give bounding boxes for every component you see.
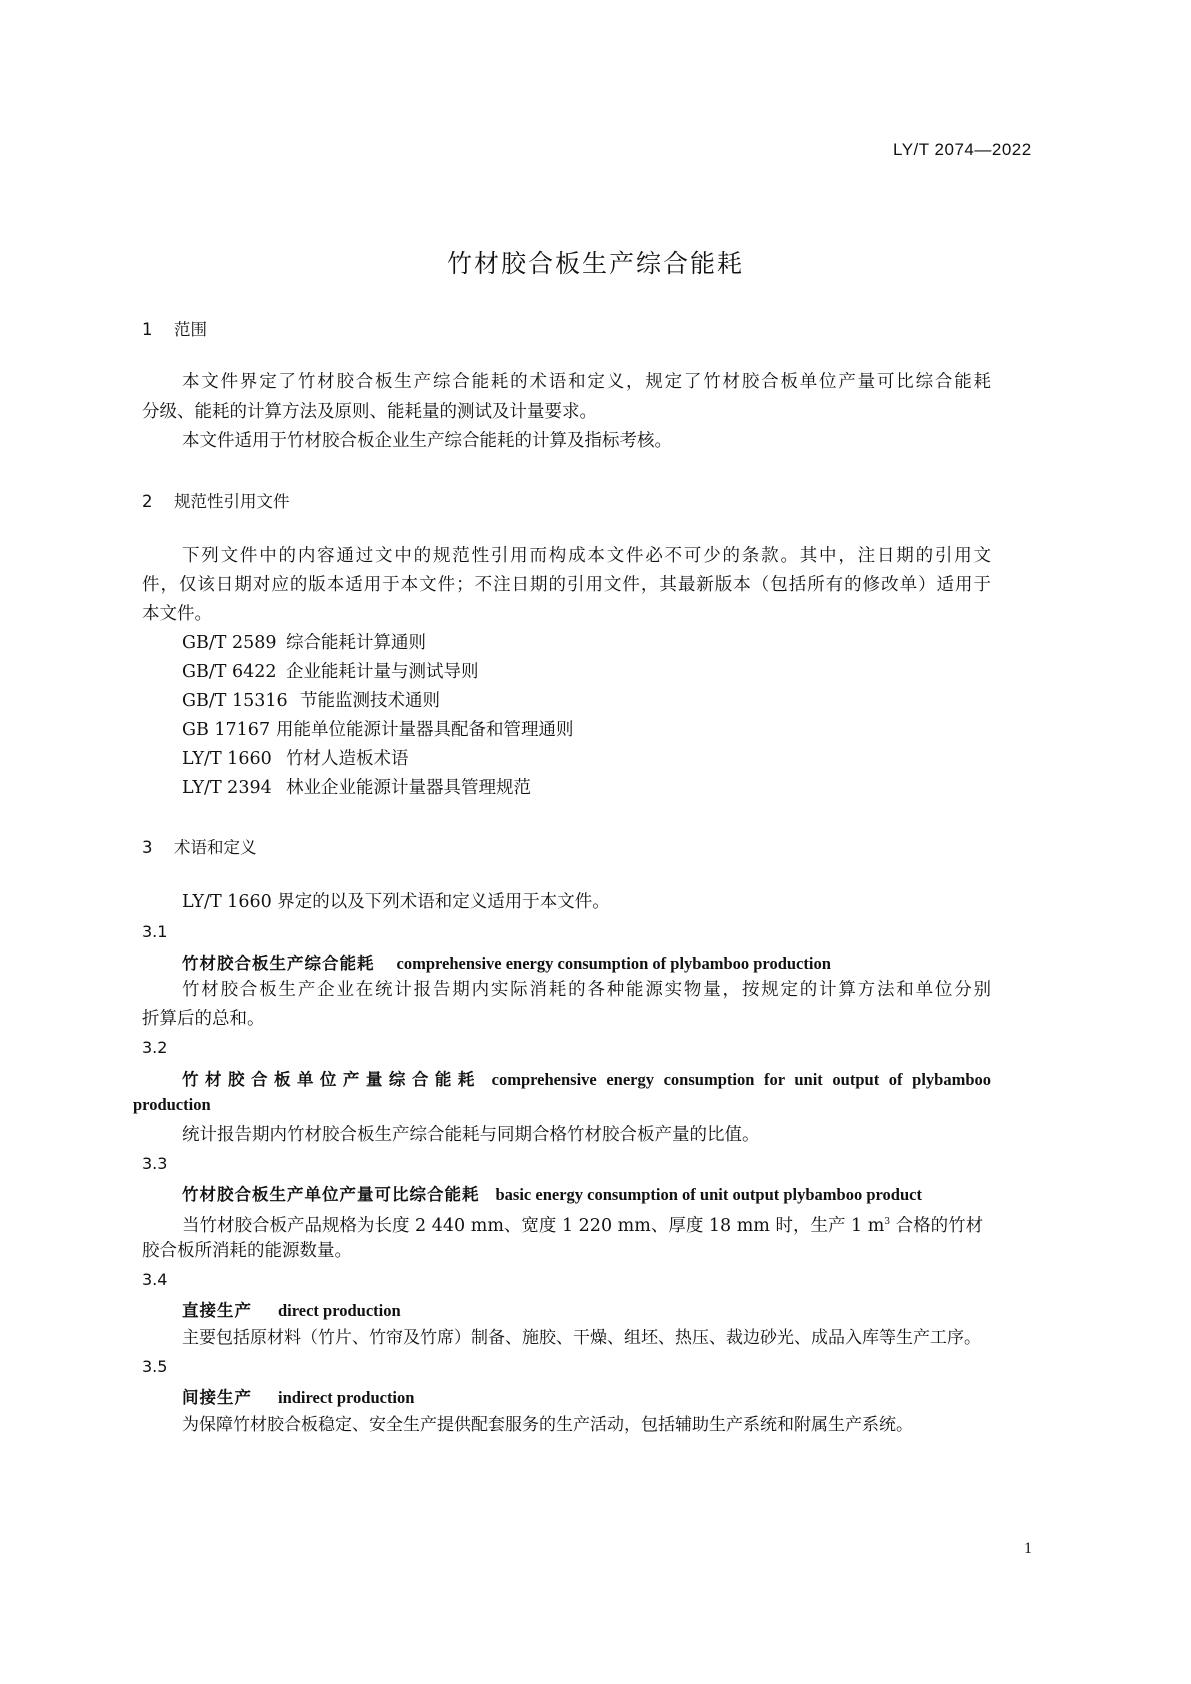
section-number: 2: [142, 492, 153, 511]
term-heading: [182, 1384, 414, 1408]
reference-code: LY/T 2394: [182, 778, 272, 798]
clause-number: 3.3: [142, 1154, 168, 1173]
superscript: 3: [884, 1217, 891, 1227]
section-1-heading: [142, 316, 207, 340]
reference-item: [182, 686, 440, 716]
term-chinese: 竹材胶合板生产单位产量可比综合能耗: [182, 1185, 480, 1204]
section-title: 规范性引用文件: [174, 492, 290, 511]
reference-item: [182, 628, 426, 658]
term-heading: [182, 1297, 401, 1321]
definition-text: 当竹材胶合板产品规格为长度 2 440 mm、宽度 1 220 mm、厚度 18 mm 时，生产 1 m: [182, 1215, 885, 1236]
page-number: 1: [1024, 1540, 1032, 1557]
definition-text: 合格的竹材: [890, 1215, 984, 1236]
term-english: direct production: [278, 1301, 401, 1320]
paragraph-line: 本文件界定了竹材胶合板生产综合能耗的术语和定义，规定了竹材胶合板单位产量可比综合能耗: [182, 372, 991, 392]
definition-line: 统计报告期内竹材胶合板生产综合能耗与同期合格竹材胶合板产量的比值。: [182, 1125, 760, 1145]
clause-number: 3.2: [142, 1038, 168, 1057]
document-title: 竹材胶合板生产综合能耗: [446, 249, 744, 278]
paragraph-line: 下列文件中的内容通过文中的规范性引用而构成本文件必不可少的条款。其中，注日期的引用文: [182, 546, 991, 566]
reference-item: [182, 657, 479, 687]
term-heading: [182, 1181, 922, 1205]
term-chinese: 间接生产: [182, 1388, 252, 1407]
reference-title: 节能监测技术通则: [300, 691, 440, 711]
definition-line: 竹材胶合板生产企业在统计报告期内实际消耗的各种能源实物量，按规定的计算方法和单位分别: [182, 980, 991, 1000]
term-chinese: 直接生产: [182, 1301, 252, 1320]
clause-number: 3.5: [142, 1357, 168, 1376]
term-english: indirect production: [278, 1388, 415, 1407]
term-english-continued: production: [133, 1095, 211, 1114]
reference-code: GB/T 15316: [182, 691, 288, 711]
reference-code: GB 17167: [182, 720, 271, 740]
reference-title: 企业能耗计量与测试导则: [286, 662, 479, 682]
clause-number: 3.1: [142, 922, 168, 941]
paragraph-line: 本文件适用于竹材胶合板企业生产综合能耗的计算及指标考核。: [182, 431, 672, 451]
standard-code: LY/T 2074—2022: [893, 140, 1032, 159]
definition-line: 胶合板所消耗的能源数量。: [142, 1241, 352, 1261]
section-title: 范围: [174, 320, 207, 339]
reference-title: 竹材人造板术语: [286, 749, 409, 769]
paragraph-line: 件，仅该日期对应的版本适用于本文件；不注日期的引用文件，其最新版本（包括所有的修改单）适用于: [142, 575, 991, 595]
term-chinese: 竹材胶合板单位产量综合能耗: [182, 1070, 481, 1089]
paragraph-line: LY/T 1660 界定的以及下列术语和定义适用于本文件。: [182, 892, 610, 912]
paragraph-line: 分级、能耗的计算方法及原则、能耗量的测试及计量要求。: [142, 402, 597, 422]
term-english: comprehensive energy consumption of plybamboo production: [396, 954, 831, 973]
reference-code: LY/T 1660: [182, 749, 272, 769]
section-number: 3: [142, 838, 153, 857]
reference-code: GB/T 6422: [182, 662, 277, 682]
section-2-heading: [142, 488, 290, 512]
reference-title: 林业企业能源计量器具管理规范: [286, 778, 531, 798]
reference-item: [182, 773, 531, 803]
paragraph-line: 本文件。: [142, 604, 212, 624]
clause-number: 3.4: [142, 1270, 168, 1289]
reference-item: [182, 715, 574, 745]
section-number: 1: [142, 320, 153, 339]
definition-line: 折算后的总和。: [142, 1009, 265, 1029]
reference-code: GB/T 2589: [182, 633, 277, 653]
term-chinese: 竹材胶合板生产综合能耗: [182, 954, 375, 973]
term-heading: [182, 1066, 991, 1090]
reference-item: [182, 744, 409, 774]
definition-line: 为保障竹材胶合板稳定、安全生产提供配套服务的生产活动，包括辅助生产系统和附属生产系统。: [182, 1415, 913, 1435]
definition-line: 主要包括原材料（竹片、竹帘及竹席）制备、施胶、干燥、组坯、热压、裁边砂光、成品入库等生产工序。: [182, 1328, 981, 1348]
term-heading: [182, 950, 831, 974]
section-3-heading: [142, 834, 257, 858]
section-title: 术语和定义: [174, 838, 257, 857]
term-english: basic energy consumption of unit output plybamboo product: [495, 1185, 922, 1204]
term-english: comprehensive energy consumption for unit output of plybamboo: [491, 1070, 992, 1089]
reference-title: 用能单位能源计量器具配备和管理通则: [276, 720, 574, 740]
reference-title: 综合能耗计算通则: [286, 633, 426, 653]
